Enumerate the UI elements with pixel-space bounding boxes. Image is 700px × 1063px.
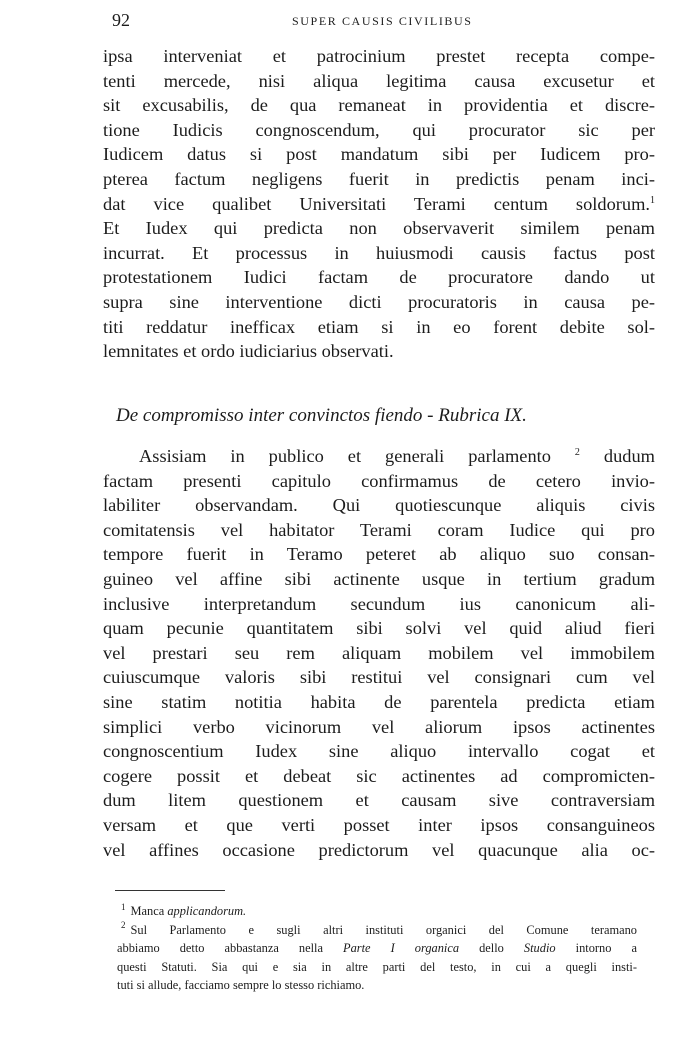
text-line: guineo vel affine sibi actinente usque in tertium gradum: [103, 568, 655, 589]
text-line: quam pecunie quantitatem sibi solvi vel quid aliud fieri: [103, 618, 655, 639]
footnote-2: [117, 921, 637, 995]
footnote-divider: [115, 890, 225, 891]
footnote-line: questi Statuti. Sia qui e sia in altre parti del testo, in cui a quegli insti-: [117, 959, 637, 974]
footnote-italic-text: Studio: [523, 941, 556, 956]
running-head: SUPER CAUSIS CIVILIBUS: [292, 14, 473, 28]
text-line: tenti mercede, nisi aliqua legitima causa excusetur et: [103, 70, 655, 91]
text-line: Iudicem datus si post mandatum sibi per Iudicem pro-: [103, 144, 655, 165]
text-line: comitatensis vel habitator Terami coram Iudice qui pro: [103, 519, 655, 540]
text-line: labiliter observandam. Qui quotiescunque aliquis civis: [103, 495, 655, 516]
text-line: [103, 192, 655, 217]
footnote-mark: 1: [121, 901, 126, 912]
text-line: congnoscentium Iudex sine aliquo intervallo cogat et: [103, 741, 655, 762]
text-line: cuiuscumque valoris sibi restitui vel consignari cum vel: [103, 667, 655, 688]
text-line: vel prestari seu rem aliquam mobilem vel immobilem: [103, 642, 655, 663]
footnote-italic-text: applicandorum.: [167, 904, 247, 918]
text-line: tione Iudicis congnoscendum, qui procurator sic per: [103, 119, 655, 140]
text-line: protestationem Iudici factam de procuratore dando ut: [103, 267, 655, 288]
footnote-ref-1: 1: [650, 194, 655, 206]
text-line: simplici verbo vicinorum vel aliorum ipsos actinentes: [103, 716, 655, 737]
text-line: tempore fuerit in Teramo peteret ab aliquo suo consan-: [103, 544, 655, 565]
text-line-content: dat vice qualibet Universitati Terami centum soldorum.: [103, 193, 650, 214]
footnote-ref-2: 2: [574, 446, 580, 458]
footnote-text: Manca: [130, 904, 165, 918]
footnote-line: [117, 921, 637, 940]
text-line: vel affines occasione predictorum vel quacunque alia oc-: [103, 839, 655, 860]
text-line: [103, 444, 655, 469]
text-line: supra sine interventione dicti procuratoris in causa pe-: [103, 291, 655, 312]
footnote-italic-text: Parte I organica: [343, 941, 460, 956]
text-line: sine statim notitia habita de parentela predicta etiam: [103, 691, 655, 712]
page-number: 92: [112, 10, 130, 30]
text-line: factam presenti capitulo confirmamus de cetero invio-: [103, 470, 655, 491]
text-line: versam et que verti posset inter ipsos consanguineos: [103, 814, 655, 835]
text-line: titi reddatur inefficax etiam si in eo forent debite sol-: [103, 316, 655, 337]
footnote-text: abbiamo detto abbastanza nella: [117, 941, 323, 956]
text-line: lemnitates et ordo iudiciarius observati.: [103, 341, 394, 362]
text-line-content: Assisiam in publico et generali parlamento: [139, 446, 551, 466]
text-line: incurrat. Et processus in huiusmodi causis factus post: [103, 242, 655, 263]
text-line: Et Iudex qui predicta non observaverit similem penam: [103, 218, 655, 239]
footnote-mark: 2: [121, 920, 126, 931]
paragraph-1: [103, 44, 655, 364]
footnote-text: intorno a: [575, 941, 637, 956]
footnote-line: tuti si allude, facciamo sempre lo stesso richiamo.: [117, 978, 365, 993]
text-line: dum litem questionem et causam sive contraversiam: [103, 790, 655, 811]
text-line: pterea factum negligens fuerit in predictis penam inci-: [103, 168, 655, 189]
footnote-line: [117, 939, 637, 958]
text-line: cogere possit et debeat sic actinentes ad compromicten-: [103, 765, 655, 786]
footnote-1: [117, 902, 637, 921]
page-header: [112, 10, 652, 34]
footnote-text: Sul Parlamento e sugli altri instituti organici del Comune teramano: [130, 922, 637, 937]
section-heading: De compromisso inter convinctos fiendo - Rubrica IX.: [116, 405, 527, 426]
footnote-line: [117, 902, 637, 921]
text-line: sit excusabilis, de qua remaneat in providentia et discre-: [103, 95, 655, 116]
text-line-content: dudum: [603, 446, 655, 466]
footnotes: [117, 902, 637, 995]
text-line: inclusive interpretandum secundum ius canonicum ali-: [103, 593, 655, 614]
text-line: ipsa interveniat et patrocinium prestet recepta compe-: [103, 46, 655, 66]
paragraph-2: [103, 444, 655, 862]
footnote-text: dello: [479, 941, 504, 956]
